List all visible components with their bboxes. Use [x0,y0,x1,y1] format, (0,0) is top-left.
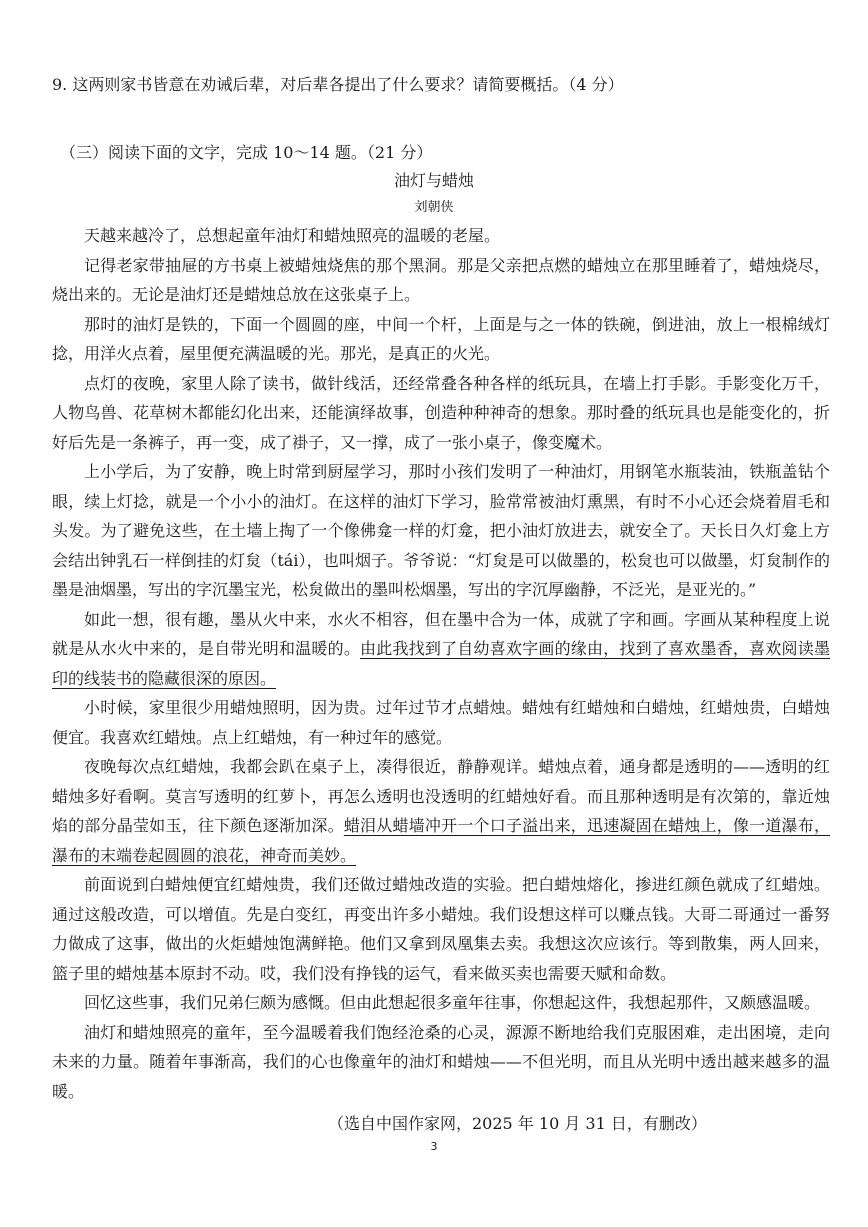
paragraph-3: 那时的油灯是铁的，下面一个圆圆的座，中间一个杆，上面是与之一体的铁碗，倒进油，放上一根棉绒灯捻，用洋火点着，屋里便充满温暖的光。那光，是真正的火光。 [52,314,830,363]
question-9: 9. 这两则家书皆意在劝诫后辈，对后辈各提出了什么要求？请简要概括。（4 分） [52,75,624,94]
article-body [52,221,830,1106]
underlined-sentence-1: 由此我找到了自幼喜欢字画的缘由，找到了喜欢墨香，喜欢阅读墨印的线装书的隐藏很深的原因。 [52,639,830,688]
paragraph-8: 夜晚每次点红蜡烛，我都会趴在桌子上，凑得很近，静静观详。蜡烛点着，通身都是透明的——透明的红蜡烛多好看啊。莫言写透明的红萝卜，再怎么透明也没透明的红蜡烛好看。而且那种透明是有次第的，靠近烛焰的部分晶莹如玉，往下颜色逐渐加深。蜡泪从蜡墙冲开一个口子溢出来，迅速凝固在蜡烛上，像一道瀑布，瀑布的末端卷起圆圆的浪花，神奇而美妙。 [52,757,830,865]
paragraph-1: 天越来越冷了，总想起童年油灯和蜡烛照亮的温暖的老屋。 [84,226,501,245]
article-source: （选自中国作家网，2025 年 10 月 31 日，有删改） [328,1114,707,1133]
underlined-sentence-2: 蜡泪从蜡墙冲开一个口子溢出来，迅速凝固在蜡烛上，像一道瀑布，瀑布的末端卷起圆圆的浪花，神奇而美妙。 [52,816,830,865]
paragraph-7: 小时候，家里很少用蜡烛照明，因为贵。过年过节才点蜡烛。蜡烛有红蜡烛和白蜡烛，红蜡烛贵，白蜡烛便宜。我喜欢红蜡烛。点上红蜡烛，有一种过年的感觉。 [52,698,830,747]
paragraph-6: 如此一想，很有趣，墨从火中来，水火不相容，但在墨中合为一体，成就了字和画。字画从某种程度上说就是从水火中来的，是自带光明和温暖的。由此我找到了自幼喜欢字画的缘由，找到了喜欢墨香，喜欢阅读墨印的线装书的隐藏很深的原因。 [52,609,830,688]
section-heading: （三）阅读下面的文字，完成 10～14 题。（21 分） [60,143,433,162]
paragraph-5: 上小学后，为了安静，晚上时常到厨屋学习，那时小孩们发明了一种油灯，用钢笔水瓶装油，铁瓶盖钻个眼，续上灯捻，就是一个小小的油灯。在这样的油灯下学习，脸常常被油灯熏黑，有时不小心还会烧着眉毛和头发。为了避免这些，在土墙上掏了一个像佛龛一样的灯龛，把小油灯放进去，就安全了。天长日久灯龛上方会结出钟乳石一样倒挂的灯炱（tái），也叫烟子。爷爷说：“灯炱是可以做墨的，松炱也可以做墨，灯炱制作的墨是油烟墨，写出的字沉墨宝光，松炱做出的墨叫松烟墨，写出的字沉厚幽静，不泛光，是亚光的。” [52,462,830,599]
paragraph-4: 点灯的夜晚，家里人除了读书，做针线活，还经常叠各种各样的纸玩具，在墙上打手影。手影变化万千，人物鸟兽、花草树木都能幻化出来，还能演绎故事，创造种种神奇的想象。那时叠的纸玩具也是能变化的，折好后先是一条裤子，再一变，成了褂子，又一撑，成了一张小桌子，像变魔术。 [52,373,830,452]
paragraph-9: 前面说到白蜡烛便宜红蜡烛贵，我们还做过蜡烛改造的实验。把白蜡烛熔化，掺进红颜色就成了红蜡烛。通过这般改造，可以增值。先是白变红，再变出许多小蜡烛。我们设想这样可以赚点钱。大哥二哥通过一番努力做成了这事，做出的火炬蜡烛饱满鲜艳。他们又拿到凤凰集去卖。我想这次应该行。等到散集，两人回来，篮子里的蜡烛基本原封不动。哎，我们没有挣钱的运气，看来做买卖也需要天赋和命数。 [52,875,830,983]
page-number: 3 [430,1140,438,1153]
paragraph-11: 油灯和蜡烛照亮的童年，至今温暖着我们饱经沧桑的心灵，源源不断地给我们克服困难，走出困境，走向未来的力量。随着年事渐高，我们的心也像童年的油灯和蜡烛——不但光明，而且从光明中透出越来越多的温暖。 [52,1022,830,1101]
article-title: 油灯与蜡烛 [393,171,474,190]
article-author: 刘朝侠 [414,200,454,215]
paragraph-2: 记得老家带抽屉的方书桌上被蜡烛烧焦的那个黑洞。那是父亲把点燃的蜡烛立在那里睡着了，蜡烛烧尽，烧出来的。无论是油灯还是蜡烛总放在这张桌子上。 [52,255,830,304]
paragraph-10: 回忆这些事，我们兄弟仨颇为感慨。但由此想起很多童年往事，你想起这件，我想起那件，又颇感温暖。 [84,993,821,1012]
